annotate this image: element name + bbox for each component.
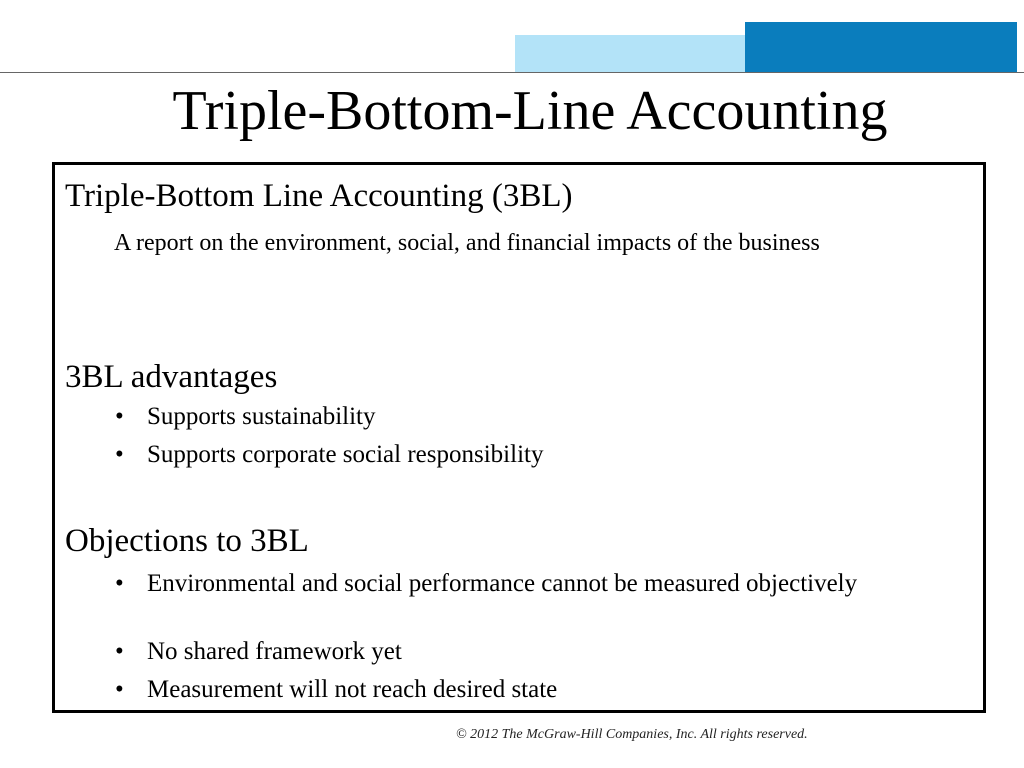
bullet-icon: • [115,441,124,468]
bullet-icon: • [115,403,124,430]
list-item-text: Measurement will not reach desired state [147,676,558,703]
list-item-text: Supports corporate social responsibility [147,441,544,468]
section-heading-objections: Objections to 3BL [65,523,309,559]
section-heading-advantages: 3BL advantages [65,359,278,395]
copyright-footer: © 2012 The McGraw-Hill Companies, Inc. All rights reserved. [456,727,808,742]
bullet-icon: • [115,676,124,703]
list-item-text: No shared framework yet [147,638,402,665]
list-item-objection [115,637,975,667]
header-divider [0,72,1024,73]
list-item-text: Environmental and social performance cannot be measured objectively [147,570,858,597]
list-item-objection [115,675,975,705]
content-box [52,162,986,713]
header-accent-light-bar [515,35,745,72]
list-item-advantage [115,440,975,470]
section-heading-3bl: Triple-Bottom Line Accounting (3BL) [65,178,573,214]
bullet-icon: • [115,638,124,665]
section-description-3bl: A report on the environment, social, and financial impacts of the business [114,230,820,256]
list-item-text: Supports sustainability [147,403,376,430]
list-item-advantage [115,402,975,432]
slide-title: Triple-Bottom-Line Accounting [172,80,888,142]
header-accent-dark-bar [745,22,1017,72]
bullet-icon: • [115,570,124,597]
list-item-objection [115,569,975,599]
